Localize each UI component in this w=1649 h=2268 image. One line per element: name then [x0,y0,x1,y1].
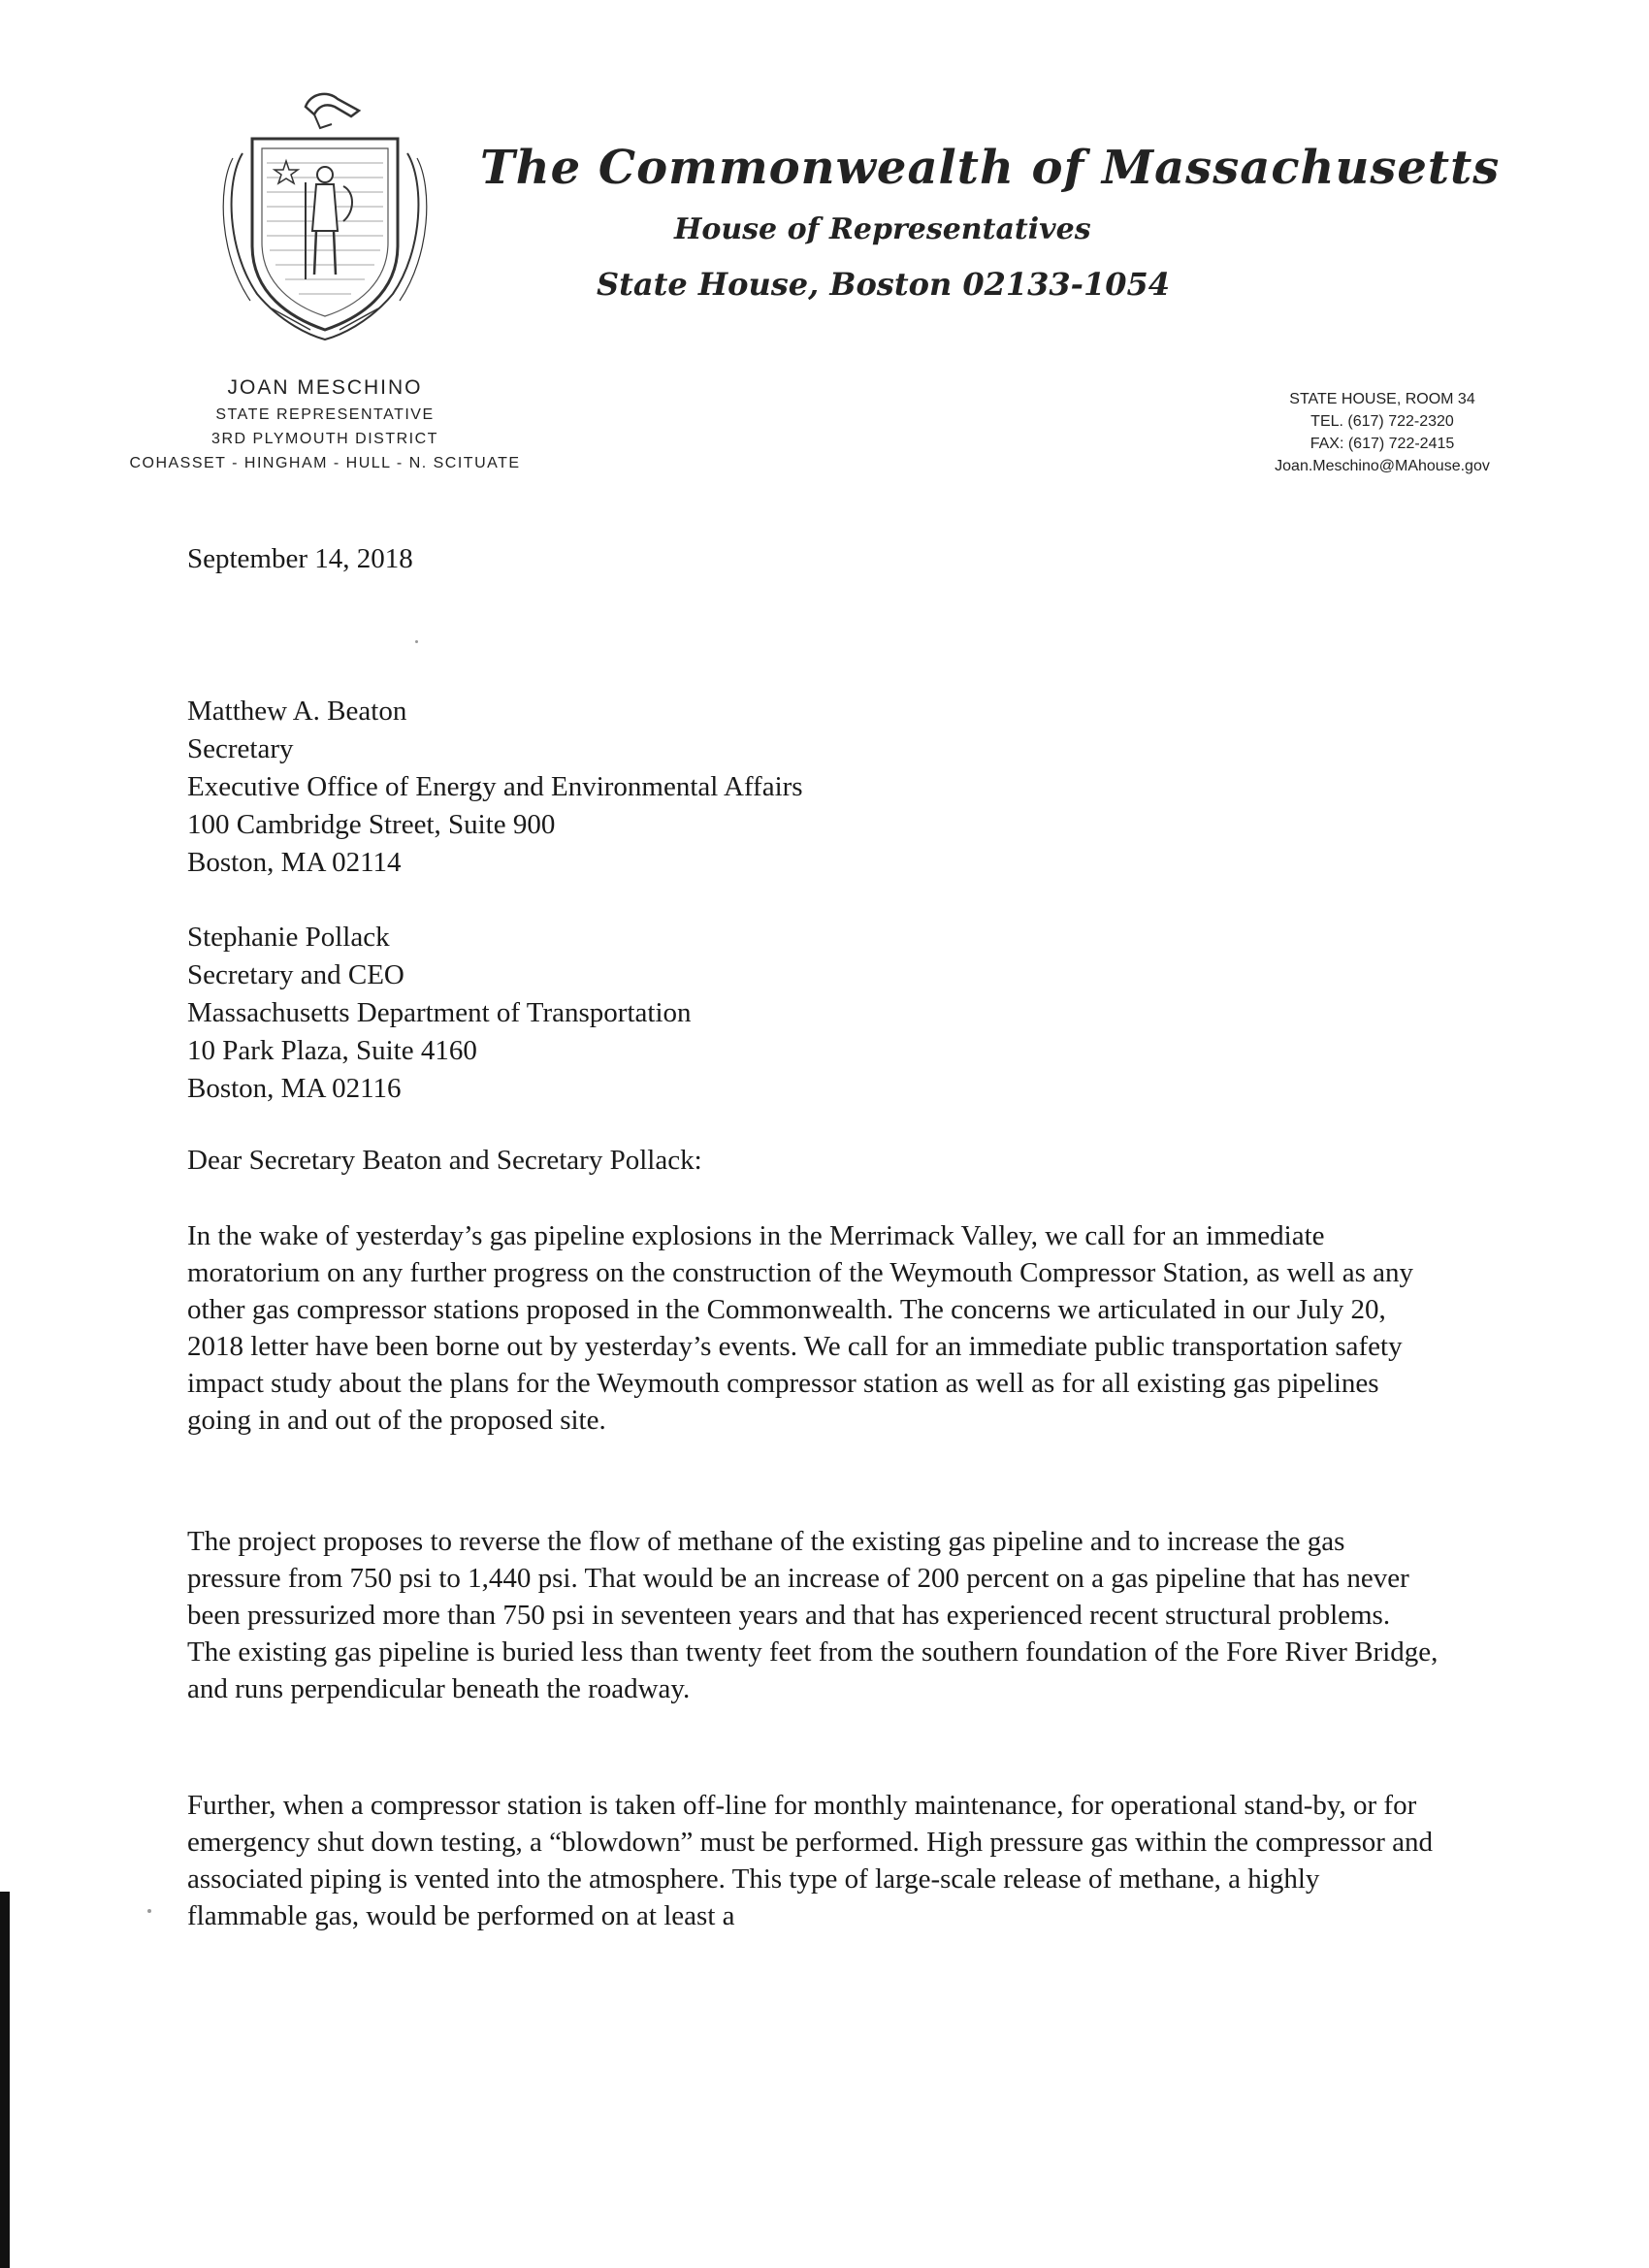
body-paragraph-1: In the wake of yesterday’s gas pipeline explosions in the Merrimack Valley, we call for an immediate moratorium on any further progress on the construction of the Weymouth Compressor Station, as well as any other gas compressor stations proposed in the Commonwealth. The concerns we articulated in our July 20, 2018 letter have been borne out by yesterday’s events. We call for an immediate public transportation safety impact study about the plans for the Weymouth compressor station as well as for all existing gas pipelines going in and out of the proposed site. [187,1220,1414,1436]
recipient-name: Matthew A. Beaton [187,696,407,727]
office-contact-block [1203,388,1562,477]
office-fax: FAX: (617) 722-2415 [1310,436,1455,452]
representative-towns: COHASSET - HINGHAM - HULL - N. SCITUATE [129,455,521,471]
letterhead [480,141,1501,303]
recipient-title: Secretary [187,733,294,764]
representative-title: STATE REPRESENTATIVE [215,406,435,423]
representative-district: 3RD PLYMOUTH DISTRICT [211,431,438,447]
scan-edge [0,1892,10,2268]
scan-speck [147,1909,151,1913]
recipient-city: Boston, MA 02116 [187,1073,402,1104]
scan-speck [415,640,418,643]
letterhead-title: The Commonwealth of Massachusetts [480,141,1501,195]
recipient-name: Stephanie Pollack [187,922,390,953]
recipient-org: Executive Office of Energy and Environmental Affairs [187,771,803,802]
recipient-address-1 [187,693,803,882]
recipient-address-2 [187,919,692,1108]
body-paragraph-2: The project proposes to reverse the flow of methane of the existing gas pipeline and to increase the gas pressure from 750 psi to 1,440 psi. That would be an increase of 200 percent on a gas pipeline that has never been pressurized more than 750 psi in seventeen years and that has experienced recent structural problems. The existing gas pipeline is buried less than twenty feet from the southern foundation of the Fore River Bridge, and runs perpendicular beneath the roadway. [187,1526,1439,1704]
representative-block [87,376,563,472]
recipient-org: Massachusetts Department of Transportation [187,997,692,1028]
recipient-street: 100 Cambridge Street, Suite 900 [187,809,556,840]
body-paragraph-3: Further, when a compressor station is taken off-line for monthly maintenance, for operational stand-by, or for emergency shut down testing, a “blowdown” must be performed. High pressure gas within the compressor and associated piping is vented into the atmosphere. This type of large-scale release of methane, a highly flammable gas, would be performed on at least a [187,1790,1434,1931]
massachusetts-seal-icon [213,85,436,347]
representative-name: JOAN MESCHINO [227,376,423,399]
letter-date: September 14, 2018 [187,543,413,574]
letterhead-chamber: House of Representatives [674,212,1091,246]
salutation: Dear Secretary Beaton and Secretary Pollack: [187,1145,702,1176]
office-email: Joan.Meschino@MAhouse.gov [1275,458,1490,474]
recipient-street: 10 Park Plaza, Suite 4160 [187,1035,477,1066]
letterhead-address: State House, Boston 02133-1054 [597,266,1171,303]
recipient-title: Secretary and CEO [187,959,404,990]
office-tel: TEL. (617) 722-2320 [1310,413,1454,430]
office-room: STATE HOUSE, ROOM 34 [1289,391,1475,407]
recipient-city: Boston, MA 02114 [187,847,402,878]
